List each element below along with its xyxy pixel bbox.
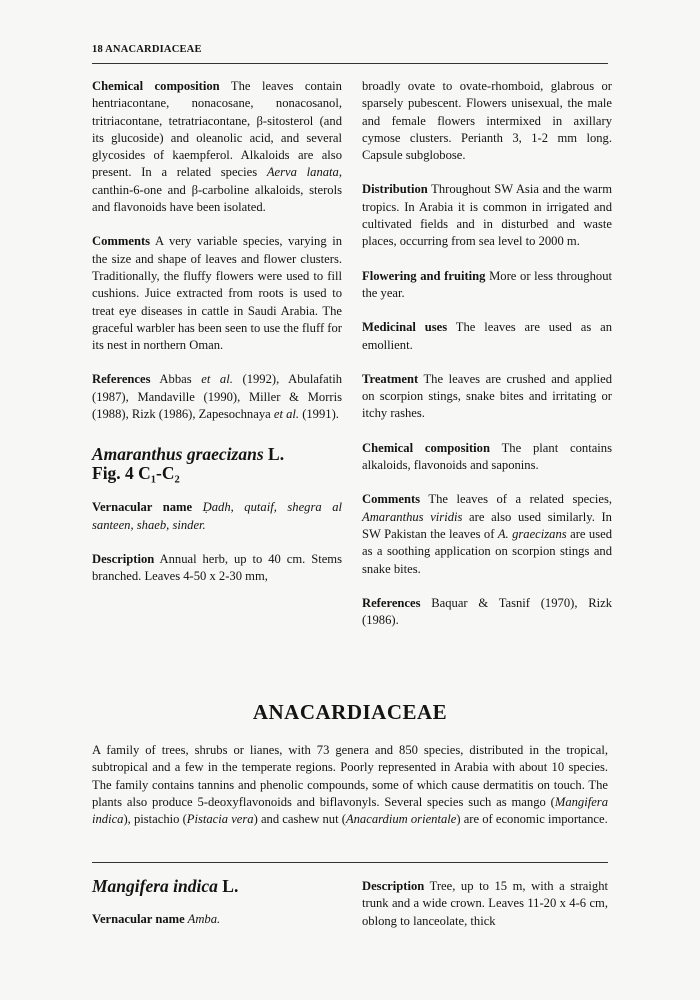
mangifera-vernacular [92, 911, 342, 928]
header-rule [92, 63, 608, 64]
right-column [362, 78, 612, 646]
comments-paragraph [92, 233, 342, 354]
comments-text: A very variable species, varying in the size and shape of leaves and flower clusters. Traditionally, the fluffy flowers were used to fill cushions. Juice extracted from roots is used to treat eye diseases in cattle in Saudi Arabia. The graceful warbler has been seen to use the fluff for its nest in northern Oman. [92, 234, 342, 353]
references-text-right: Baquar & Tasnif (1970), Rizk (1986). [362, 595, 612, 628]
treatment-label: Treatment [362, 371, 419, 386]
distribution-label: Distribution [362, 182, 428, 197]
flowering-label: Flowering and fruiting [362, 268, 486, 283]
references-etal-2: et al. [273, 407, 300, 422]
chem-label-2: Chemical composition [362, 440, 490, 455]
running-head: 18 ANACARDIACEAE [92, 44, 202, 55]
chem-text-2: , canthin-6-one and β-carboline alkaloids, sterols and flavonoids have been isolated. [92, 165, 342, 215]
description-continued: broadly ovate to ovate-rhomboid, glabrous or sparsely pubescent. Flowers unisexual, the male and female flowers intermixed in axillary cymose clusters. Perianth 3, 1-2 mm long. Capsule subglobose. [362, 79, 612, 163]
mangifera-vernacular-label: Vernacular name [92, 912, 185, 927]
intro-text-2: ), pistachio ( [123, 812, 187, 827]
species-figure-ref: Fig. 4 C₁-C₂ [92, 463, 180, 484]
description-paragraph [92, 551, 342, 586]
mangifera-left [92, 878, 342, 929]
vernacular-paragraph [92, 499, 342, 534]
mangifera-description-label: Description [362, 879, 425, 893]
references-paragraph [92, 371, 342, 423]
comments-text-r2: are also used similarly. In SW Pakistan the leaves of [362, 509, 612, 541]
intro-text-4: ) are of economic importance. [456, 812, 608, 827]
comments-label: Comments [92, 234, 151, 249]
family-intro [92, 742, 608, 828]
description-label: Description [92, 551, 155, 566]
references-text-2: (1992), Abulafatih (1987), Mandaville (1990), Miller & Morris (1988), Rizk (1986), Zapesochnaya [92, 372, 343, 422]
mangifera-author: L. [217, 876, 239, 896]
intro-text-1: A family of trees, shrubs or lianes, with 73 genera and 850 species, distributed in the tropical, subtropical and a few in the temperate regions. Poorly represented in Arabia with about 10 species. The family contains tannins and phenolic compounds, some of which cause dermatitis on touch. The plants also produce 5-deoxyflavonoids and biflavonyls. Several species such as mango ( [92, 743, 608, 809]
references-paragraph-2 [362, 595, 612, 630]
treatment-text: The leaves are crushed and applied on scorpion stings, snake bites and irritating or itchy rashes. [362, 371, 612, 421]
flowering-text: More or less throughout the year. [362, 268, 612, 300]
mangifera-name: Mangifera indica [92, 876, 218, 896]
chem-species: Aerva lanata [266, 165, 339, 180]
left-column [92, 78, 342, 603]
species-heading [92, 445, 342, 483]
chemical-composition-paragraph [92, 78, 342, 216]
species-author: L. [263, 444, 285, 465]
mangifera-description-text: Tree, up to 15 m, with a straight trunk and a wide crown. Leaves 11-20 x 4-6 cm, oblong to lanceolate, thick [362, 879, 608, 928]
mangifera-right [362, 878, 608, 930]
chem-text-1: The leaves contain hentriacontane, nonacosane, nonacosanol, tritriacontane, tetratriacontane, β-sitosterol (and its glucoside) and oleanolic acid, and several glycosides of kaempferol. Alkaloids are also present. In a related species [92, 79, 342, 180]
flowering-paragraph [362, 268, 612, 303]
chem-text-right: The plant contains alkaloids, flavonoids and saponins. [362, 440, 612, 473]
intro-species-3: Anacardium orientale [345, 812, 457, 827]
chem-label: Chemical composition [92, 79, 220, 93]
references-text-1: Abbas [150, 372, 202, 387]
intro-text-3: ) and cashew nut ( [253, 812, 346, 827]
medicinal-text: The leaves are used as an emollient. [362, 320, 612, 352]
vernacular-label: Vernacular name [92, 500, 193, 515]
distribution-paragraph [362, 181, 612, 250]
references-label-2: References [362, 595, 421, 610]
comments-text-r1: The leaves of a related species, [420, 492, 612, 507]
references-label: References [92, 372, 151, 387]
references-etal-1: et al. [201, 372, 233, 387]
family-title: ANACARDIACEAE [252, 700, 448, 724]
description-text: Annual herb, up to 40 cm. Stems branched. Leaves 4-50 x 2-30 mm, [92, 551, 342, 584]
distribution-text: Throughout SW Asia and the warm tropics. In Arabia it is common in irrigated and cultivated fields and in disturbed and waste places, occurring from sea level to 2000 m. [362, 182, 612, 249]
mangifera-vernacular-text: Amba. [184, 912, 221, 927]
comments-text-r3: are used as a soothing application on scorpion stings and snake bites. [362, 526, 612, 576]
intro-species-2: Pistacia vera [186, 812, 254, 827]
comments-species-1: Amaranthus viridis [362, 509, 463, 524]
comments-label-2: Comments [362, 492, 421, 507]
medicinal-label: Medicinal uses [362, 320, 448, 335]
species-name: Amaranthus graecizans [92, 444, 264, 465]
intro-species-1: Mangifera indica [92, 794, 608, 827]
section-rule [92, 862, 608, 863]
comments-paragraph-2 [362, 491, 612, 577]
vernacular-text: Ḍadh, qutaif, shegra al santeen, shaeb, sinder. [92, 500, 342, 532]
comments-species-2: A. graecizans [497, 526, 567, 541]
chemical-composition-paragraph-2 [362, 440, 612, 475]
medicinal-paragraph [362, 319, 612, 354]
mangifera-heading [92, 878, 342, 895]
references-text-3: (1991). [299, 407, 339, 422]
treatment-paragraph [362, 371, 612, 423]
